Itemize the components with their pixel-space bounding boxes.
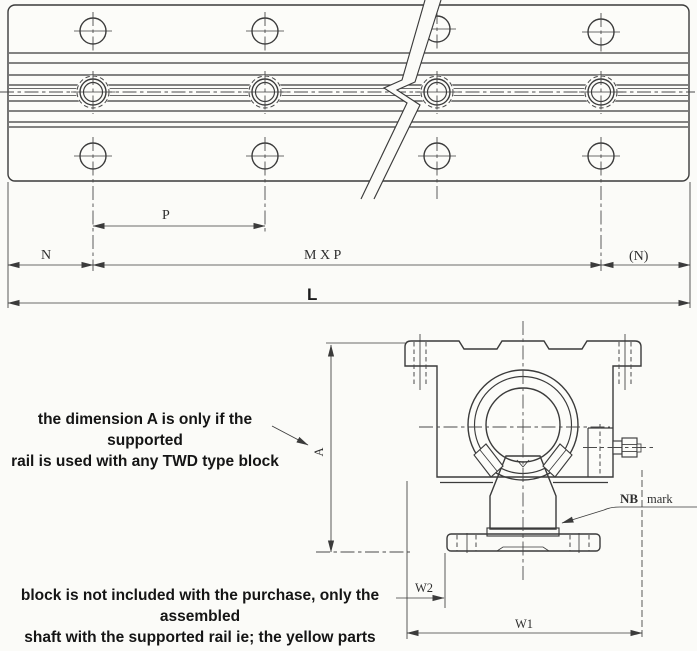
dim-label-n-right: (N) xyxy=(629,249,649,264)
dim-label-w1: W1 xyxy=(515,617,534,631)
extension-lines xyxy=(8,182,690,308)
dimension-A xyxy=(312,343,410,552)
dim-label-p: P xyxy=(162,208,170,223)
note-line: rail is used with any TWD type block xyxy=(11,453,279,470)
note-line: shaft with the supported rail ie; the yellow parts xyxy=(24,629,376,646)
dimension-P xyxy=(93,208,265,226)
note-line: the dimension A is only if the supported xyxy=(37,411,253,449)
dimension-W1 xyxy=(407,470,642,639)
nb-mark-callout xyxy=(562,491,697,523)
hole xyxy=(582,137,620,271)
hole xyxy=(74,137,112,271)
nb-label: NB xyxy=(620,491,639,506)
dimension-N xyxy=(8,248,93,265)
dim-label-a: A xyxy=(312,447,326,457)
dimension-W2 xyxy=(396,481,445,639)
dimension-MXP xyxy=(93,248,602,265)
dim-label-mxp: M X P xyxy=(304,248,342,263)
dim-label-w2: W2 xyxy=(415,581,434,595)
rail-top-view xyxy=(0,0,695,308)
note-line: block is not included with the purchase, only the assembled xyxy=(20,587,380,625)
dimension-N-right xyxy=(602,249,690,265)
note-dimension-a xyxy=(4,409,286,472)
mark-label: mark xyxy=(647,492,673,506)
dim-label-l: L xyxy=(307,285,318,304)
dim-label-n: N xyxy=(41,248,52,263)
note-block-not-included xyxy=(0,585,400,648)
dimension-L xyxy=(8,285,690,304)
